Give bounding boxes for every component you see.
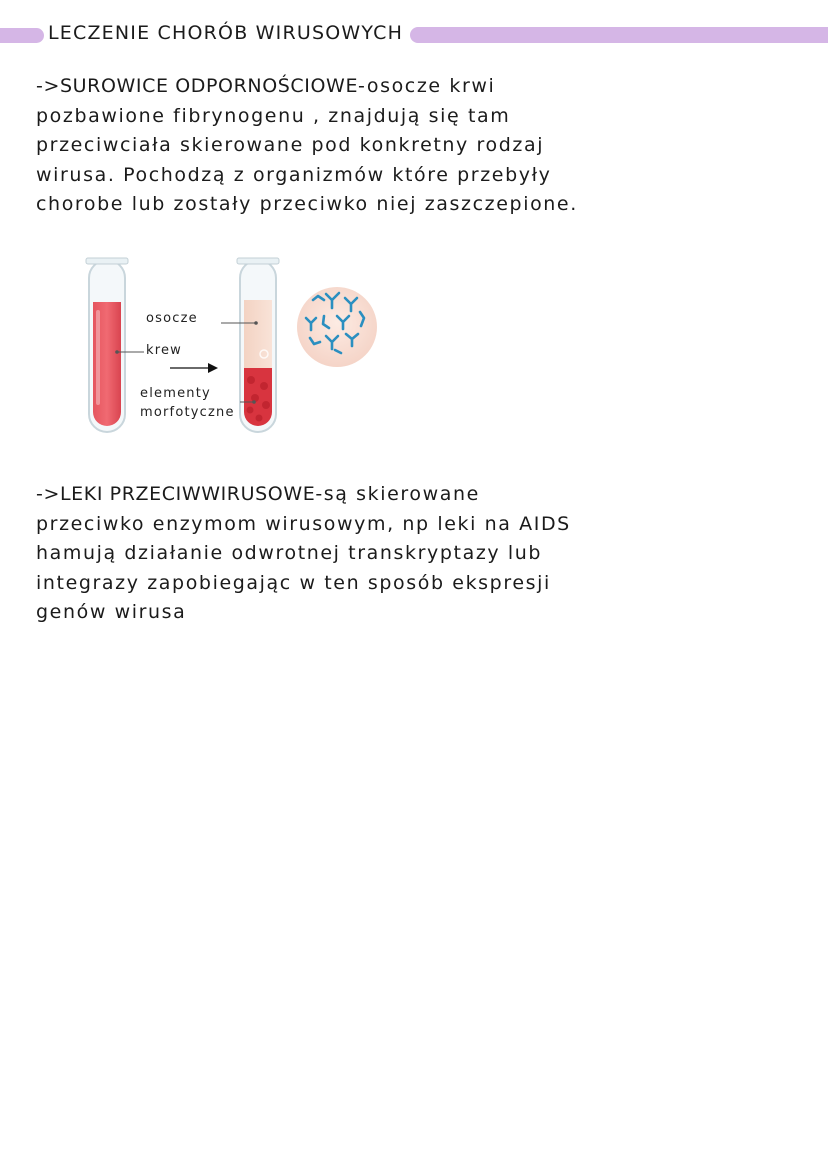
section-leki-line: genów wirusa <box>36 601 187 623</box>
label-elementy: elementy <box>140 386 211 401</box>
section-leki <box>36 480 636 628</box>
page-title: LECZENIE CHORÓB WIRUSOWYCH <box>48 22 404 44</box>
test-tubes-illustration <box>80 250 390 440</box>
separated-tube <box>237 258 279 432</box>
section-surowice-first-line <box>36 72 636 102</box>
section-leki-line: -są skierowane <box>315 483 480 505</box>
section-leki-line: przeciwko enzymom wirusowym, np leki na AIDS <box>36 512 571 535</box>
arrow-icon <box>170 363 218 373</box>
label-osocze: osocze <box>146 311 198 326</box>
title-bar <box>0 22 828 48</box>
label-krew: krew <box>146 343 183 358</box>
label-morfotyczne: morfotyczne <box>140 405 235 420</box>
section-surowice <box>36 72 636 220</box>
section-surowice-line: wirusa. Pochodzą z organizmów które przebyły <box>36 163 552 186</box>
section-leki-heading: ->LEKI PRZECIWWIRUSOWE <box>36 483 316 505</box>
section-surowice-line: chorobe lub zostały przeciwko niej zaszczepione. <box>36 193 578 215</box>
blood-separation-figure <box>80 250 390 440</box>
title-highlight-right <box>410 27 828 43</box>
antibody-circle <box>297 287 377 367</box>
blood-tube <box>86 258 128 432</box>
section-leki-line: integrazy zapobiegając w ten sposób ekspresji <box>36 571 551 594</box>
section-surowice-line: -osocze krwi <box>358 75 496 97</box>
section-surowice-line: przeciwciała skierowane pod konkretny rodzaj <box>36 134 545 156</box>
section-surowice-line: pozbawione fibrynogenu , znajdują się tam <box>36 104 511 127</box>
section-leki-line: hamują działanie odwrotnej transkryptazy lub <box>36 542 543 564</box>
title-highlight-left <box>0 28 44 43</box>
section-leki-first-line <box>36 480 636 510</box>
section-surowice-heading: ->SUROWICE ODPORNOŚCIOWE <box>36 75 359 97</box>
